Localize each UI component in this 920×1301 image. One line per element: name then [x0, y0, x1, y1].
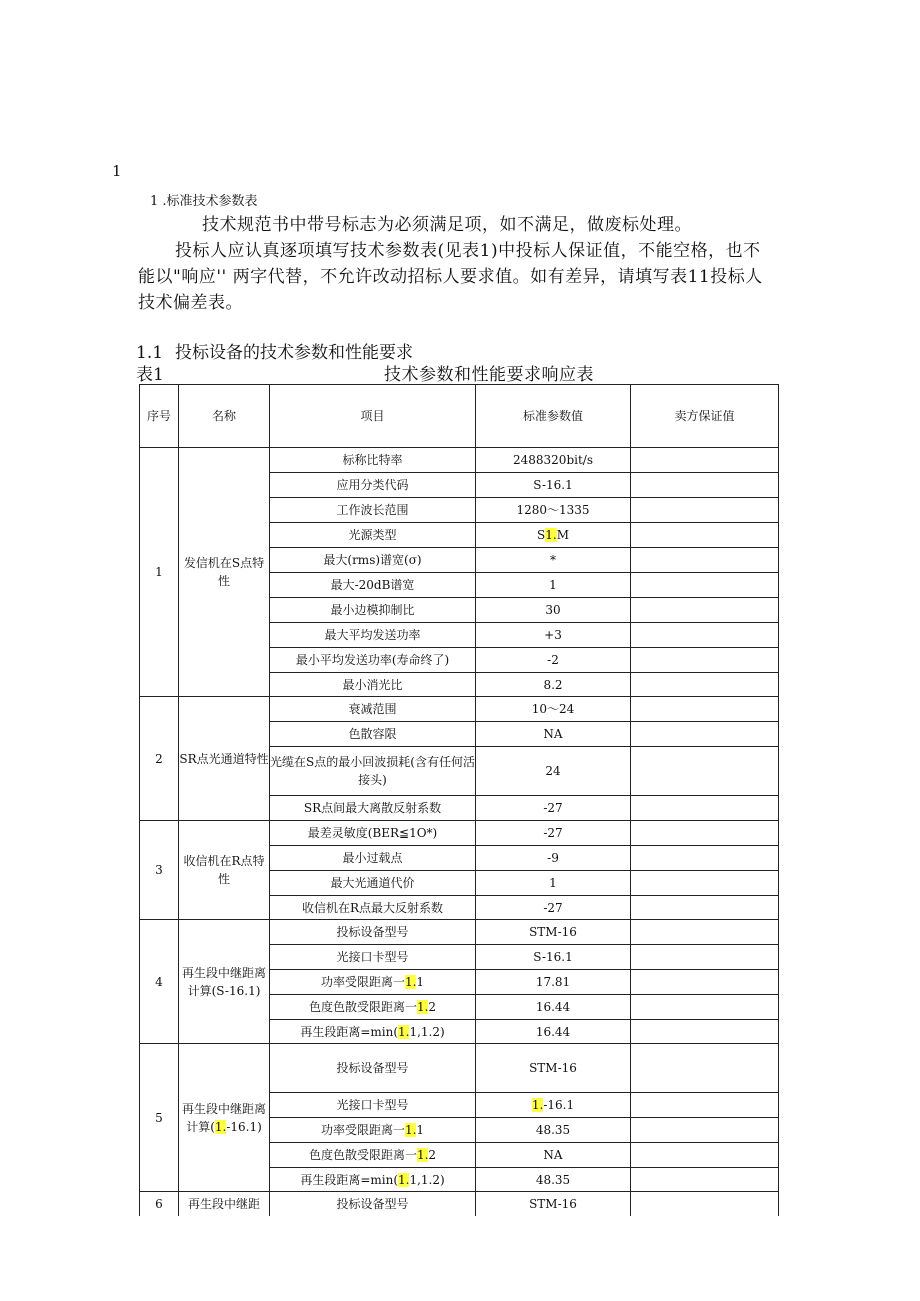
item-highlight: 1. [404, 975, 417, 989]
item-cell: 最大平均发送功率 [270, 623, 476, 648]
item-cell [270, 1143, 476, 1168]
table-row [140, 920, 779, 945]
table-title: 技术参数和性能要求响应表 [384, 365, 594, 385]
item-cell: 最小过载点 [270, 846, 476, 871]
group-no: 2 [140, 697, 179, 821]
value-cell: 8.2 [476, 673, 631, 697]
group-name: 再生段中继距离计算(S-16.1) [179, 920, 270, 1044]
item-post: 1 [416, 1123, 425, 1137]
item-highlight: 1. [416, 1000, 429, 1014]
group-no: 5 [140, 1044, 179, 1192]
item-cell [270, 1168, 476, 1192]
spec-table [139, 384, 779, 1216]
header-standard-value: 标准参数值 [476, 385, 631, 448]
seller-cell[interactable] [631, 796, 779, 821]
value-cell: -2 [476, 648, 631, 673]
header-seller-value: 卖方保证值 [631, 385, 779, 448]
seller-cell[interactable] [631, 920, 779, 945]
group-name: 收信机在R点特性 [179, 821, 270, 920]
item-post: 1 [416, 975, 425, 989]
item-cell: 最小平均发送功率(寿命终了) [270, 648, 476, 673]
item-cell: 工作波长范围 [270, 498, 476, 523]
item-cell: 光接口卡型号 [270, 945, 476, 970]
table-row [140, 697, 779, 722]
item-cell [270, 995, 476, 1020]
seller-cell[interactable] [631, 970, 779, 995]
item-cell: 最大-20dB谱宽 [270, 573, 476, 598]
value-post: M [556, 528, 569, 542]
item-cell: 收信机在R点最大反射系数 [270, 896, 476, 920]
seller-cell[interactable] [631, 995, 779, 1020]
item-highlight: 1. [398, 1024, 410, 1039]
value-cell: -27 [476, 796, 631, 821]
item-pre: 功率受限距离一 [320, 1123, 405, 1137]
item-cell: 投标设备型号 [270, 1044, 476, 1093]
value-cell: NA [476, 722, 631, 747]
seller-cell[interactable] [631, 1192, 779, 1216]
value-cell: 17.81 [476, 970, 631, 995]
value-cell: 30 [476, 598, 631, 623]
value-cell: +3 [476, 623, 631, 648]
subsection-heading [136, 338, 413, 363]
seller-cell[interactable] [631, 722, 779, 747]
page-number: 1 [112, 162, 122, 180]
item-highlight: 1. [404, 1123, 417, 1137]
item-cell: 最大光通道代价 [270, 871, 476, 896]
value-cell: 1 [476, 871, 631, 896]
group-no: 6 [140, 1192, 179, 1216]
item-cell: 衰减范围 [270, 697, 476, 722]
subsection-number: 1.1 [136, 343, 164, 363]
value-highlight: 1. [545, 528, 557, 542]
item-pre: 再生段距离=min( [300, 1172, 398, 1187]
value-cell: 16.44 [476, 1020, 631, 1044]
seller-cell[interactable] [631, 573, 779, 598]
value-cell: 48.35 [476, 1168, 631, 1192]
value-cell: STM-16 [476, 1192, 631, 1216]
value-cell: STM-16 [476, 920, 631, 945]
value-cell [476, 523, 631, 548]
value-cell: S-16.1 [476, 473, 631, 498]
item-cell: 最小边模抑制比 [270, 598, 476, 623]
value-cell: 10～24 [476, 697, 631, 722]
item-cell [270, 970, 476, 995]
item-post: 1,1.2) [409, 1024, 445, 1039]
seller-cell[interactable] [631, 598, 779, 623]
group-no: 3 [140, 821, 179, 920]
seller-cell[interactable] [631, 1143, 779, 1168]
item-cell: 应用分类代码 [270, 473, 476, 498]
item-pre: 功率受限距离一 [320, 975, 405, 989]
seller-cell[interactable] [631, 673, 779, 697]
seller-cell[interactable] [631, 473, 779, 498]
section-heading: 1 .标准技术参数表 [150, 194, 258, 209]
item-cell: 光源类型 [270, 523, 476, 548]
seller-cell[interactable] [631, 523, 779, 548]
item-cell [270, 1118, 476, 1143]
table-header-row [140, 385, 779, 448]
group-name: 发信机在S点特性 [179, 448, 270, 697]
value-pre: S [537, 528, 546, 542]
subsection-title: 投标设备的技术参数和性能要求 [175, 343, 414, 363]
seller-cell[interactable] [631, 846, 779, 871]
item-highlight: 1. [416, 1148, 429, 1162]
value-cell: -9 [476, 846, 631, 871]
value-cell: S-16.1 [476, 945, 631, 970]
item-post: 2 [428, 1000, 437, 1014]
seller-cell[interactable] [631, 648, 779, 673]
item-pre: 再生段距离=min( [300, 1024, 398, 1039]
group-no: 4 [140, 920, 179, 1044]
seller-cell[interactable] [631, 1118, 779, 1143]
value-cell: 16.44 [476, 995, 631, 1020]
item-cell: 投标设备型号 [270, 920, 476, 945]
seller-cell[interactable] [631, 448, 779, 473]
item-cell: 最小消光比 [270, 673, 476, 697]
item-cell: 色散容限 [270, 722, 476, 747]
value-cell: 1 [476, 573, 631, 598]
seller-cell[interactable] [631, 1168, 779, 1192]
item-post: 1,1.2) [409, 1172, 445, 1187]
value-cell: * [476, 548, 631, 573]
header-item: 项目 [270, 385, 476, 448]
group-no: 1 [140, 448, 179, 697]
value-cell [476, 1093, 631, 1118]
seller-cell[interactable] [631, 498, 779, 523]
value-cell: -27 [476, 896, 631, 920]
table-row [140, 448, 779, 473]
group-name: 再生段中继距 [179, 1192, 270, 1216]
name-pre: 再生段中继距离计算( [181, 1101, 266, 1134]
group-name: SR点光通道特性 [179, 697, 270, 821]
item-pre: 色度色散受限距离一 [308, 1148, 417, 1162]
seller-cell[interactable] [631, 871, 779, 896]
seller-cell[interactable] [631, 821, 779, 846]
seller-cell[interactable] [631, 623, 779, 648]
item-cell [270, 1020, 476, 1044]
value-cell: 1280～1335 [476, 498, 631, 523]
header-name: 名称 [179, 385, 270, 448]
seller-cell[interactable] [631, 1020, 779, 1044]
item-post: 2 [428, 1148, 437, 1162]
table-row [140, 1044, 779, 1093]
name-highlight: 1. [214, 1119, 227, 1134]
value-highlight: 1. [531, 1098, 544, 1112]
item-cell: 最差灵敏度(BER≦1O*) [270, 821, 476, 846]
seller-cell[interactable] [631, 747, 779, 796]
value-cell: 2488320bit/s [476, 448, 631, 473]
table-row [140, 1192, 779, 1216]
item-highlight: 1. [398, 1172, 410, 1187]
item-cell: 最大(rms)谱宽(σ) [270, 548, 476, 573]
paragraph-line-2: 投标人应认真逐项填写技术参数表(见表1)中投标人保证值，不能空格，也不 [175, 241, 761, 261]
item-pre: 色度色散受限距离一 [308, 1000, 417, 1014]
item-cell: 光接口卡型号 [270, 1093, 476, 1118]
item-cell: 标称比特率 [270, 448, 476, 473]
seller-cell[interactable] [631, 1093, 779, 1118]
paragraph-line-1: 技术规范书中带号标志为必须满足项，如不满足，做废标处理。 [202, 215, 692, 235]
table-row [140, 821, 779, 846]
value-cell: -27 [476, 821, 631, 846]
value-cell: 48.35 [476, 1118, 631, 1143]
seller-cell[interactable] [631, 945, 779, 970]
item-cell: 投标设备型号 [270, 1192, 476, 1216]
seller-cell[interactable] [631, 697, 779, 722]
value-cell: STM-16 [476, 1044, 631, 1093]
header-no: 序号 [140, 385, 179, 448]
paragraph-line-3: 能以"响应'' 两字代替，不允许改动招标人要求值。如有差异，请填写表11投标人 [138, 267, 763, 287]
table-label: 表1 [136, 365, 164, 385]
item-cell: SR点间最大离散反射系数 [270, 796, 476, 821]
group-name [179, 1044, 270, 1192]
value-post: -16.1 [543, 1098, 575, 1112]
name-post: -16.1) [226, 1119, 262, 1134]
seller-cell[interactable] [631, 548, 779, 573]
value-cell: 24 [476, 747, 631, 796]
seller-cell[interactable] [631, 1044, 779, 1093]
item-cell: 光缆在S点的最小回波损耗(含有任何活接头) [270, 747, 476, 796]
value-cell: NA [476, 1143, 631, 1168]
seller-cell[interactable] [631, 896, 779, 920]
paragraph-line-4: 技术偏差表。 [138, 293, 243, 313]
